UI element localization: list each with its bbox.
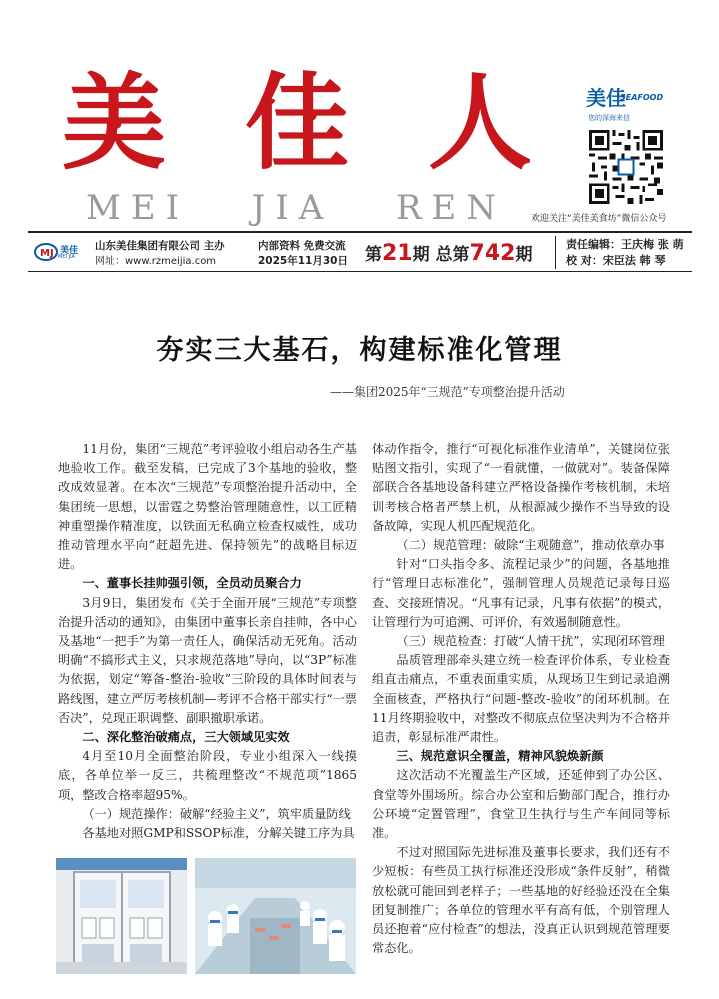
masthead-char-2: 佳 xyxy=(244,61,349,184)
brand-name: 美佳 xyxy=(586,86,626,110)
article-column-2 xyxy=(372,440,670,958)
issue-mid: 期 总第 xyxy=(412,245,470,265)
editors xyxy=(566,237,684,269)
mj-logo-sub: MEI JIA xyxy=(58,254,75,260)
article-column-1 xyxy=(58,440,357,843)
paragraph: 这次活动不光覆盖生产区域，还延伸到了办公区、食堂等外围场所。综合办公室和后勤部门配合，推行办公环境“定置管理”，食堂卫生执行与生产车间同等标准。 xyxy=(372,768,670,841)
brand-en: SEAFOOD xyxy=(620,93,664,102)
article-subheadline: ——集团2025年“三规范”专项整治提升活动 xyxy=(330,385,565,399)
paragraph: 体动作指令，推行“可视化标准作业清单”，关键岗位张贴图文指引，实现了“一看就懂，一做就对”。装备保障部联合各基地设备科建立严格设备操作考核机制，未培训考核合格者严禁上机，从根源减少操作不当导致的设备故障，实现人机匹配规范化。 xyxy=(372,442,670,533)
pinyin-2: JIA xyxy=(251,188,334,228)
mj-logo xyxy=(34,241,86,263)
issue-num: 21 xyxy=(382,241,413,266)
total-num: 742 xyxy=(469,241,516,266)
paragraph: 11月份，集团“三规范”考评验收小组启动各生产基地验收工作。截至发稿，已完成了3个基地的验收，整改成效显著。在本次“三规范”专项整治提升活动中，全集团统一思想，以雷霆之势整治管理随意性，以工匠精神重塑操作精准度，以铁面无私确立检查权威性，成功推动管理水平向“赶超先进、保持领先”的战略目标迈进。 xyxy=(58,442,357,572)
svg-text:MJ: MJ xyxy=(40,248,54,259)
issue-date: 2025年11月30日 xyxy=(258,255,348,267)
publisher: 山东美佳集团有限公司 主办 xyxy=(95,240,225,252)
article-headline: 夯实三大基石，构建标准化管理 xyxy=(156,335,563,366)
proof-line: 校 对：宋臣法 韩 琴 xyxy=(566,254,666,267)
paragraph: 品质管理部牵头建立统一检查评价体系，专业检查组直击痛点，不重表面重实质，从现场卫生到记录追溯全面核查，严格执行“问题-整改-验收”的闭环机制。在11月终期验收中，对整改不彻底点位坚决判为不合格并追责，彰显标准严肃性。 xyxy=(372,653,670,745)
paragraph: 各基地对照GMP和SSOP标准，分解关键工序为具 xyxy=(82,826,355,841)
infobar-divider xyxy=(555,236,556,269)
website: 网址：www.rzmeijia.com xyxy=(95,256,217,267)
qr-caption: 欢迎关注“美佳美食坊”微信公众号 xyxy=(531,214,667,224)
paragraph: 3月9日，集团发布《关于全面开展“三规范”专项整治提升活动的通知》，由集团中董事长亲自挂帅，各中心及基地“一把手”为第一责任人，确保活动无死角。活动明确“不搞形式主义，只求规范落地”导向，以“3P”标准为依据，划定“筹备-整治-验收”三阶段的具体时间表与路线图，建立严厉考核机制—考评不合格干部实行“一票否决”，兑现正职调整、副职撤职承诺。 xyxy=(58,595,357,725)
issue-prefix: 第 xyxy=(365,245,382,265)
masthead-pinyin xyxy=(86,188,506,228)
paragraph: （二）规范管理：破除“主观随意”，推动依章办事 xyxy=(396,538,665,553)
paragraph: 不过对照国际先进标准及董事长要求，我们还有不少短板：有些员工执行标准还没形成“条件反射”，稍微放松就可能回到老样子；一些基地的好经验还没在全集团复制推广；各单位的管理水平有高有低，个别管理人员还抱着“应付检查”的想法，没真正认识到规范管理要常态化。 xyxy=(372,845,670,956)
internal-note: 内部资料 免费交流 xyxy=(258,240,346,252)
editor-line: 责任编辑：王庆梅 张 萌 xyxy=(566,238,684,251)
section-heading: 三、规范意识全覆盖，精神风貌焕新颜 xyxy=(396,749,604,764)
qr-code xyxy=(589,130,663,204)
mj-logo-icon xyxy=(34,241,60,263)
paragraph: 4月至10月全面整治阶段，专业小组深入一线摸底，各单位举一反三，共梳理整改“不规范项”1865项，整改合格率超95%。 xyxy=(58,749,357,802)
section-heading: 一、董事长挂帅强引领，全员动员聚合力 xyxy=(82,576,302,591)
photo-production-line xyxy=(195,858,356,974)
brand-slogan: 您的深海来信 xyxy=(588,114,630,122)
issue-suffix: 期 xyxy=(515,245,533,265)
paragraph: （三）规范检查：打破“人情干扰”，实现闭环管理 xyxy=(396,634,665,649)
paragraph: 针对“口头指令多、流程记录少”的问题，各基地推行“管理日志标准化”，强制管理人员规范记录每日巡查、交接班情况。“凡事有记录，凡事有依据”的模式，让管理行为可追溯、可评价，有效遏制随意性。 xyxy=(372,557,670,629)
pinyin-1: MEI xyxy=(86,188,190,228)
infobar-top-rule xyxy=(28,231,692,233)
paragraph: （一）规范操作：破解“经验主义”，筑牢质量防线 xyxy=(82,806,351,821)
infobar-bottom-rule xyxy=(28,271,692,272)
mj-logo-text: 美佳 xyxy=(60,246,79,256)
photo-storage-cabinet xyxy=(56,858,187,974)
masthead-char-3: 人 xyxy=(427,61,532,184)
issue-number xyxy=(365,240,532,266)
masthead-title xyxy=(62,61,532,184)
pinyin-3: REN xyxy=(395,188,506,228)
masthead-char-1: 美 xyxy=(62,61,167,184)
section-heading: 二、深化整治破痛点，三大领域见实效 xyxy=(82,730,290,745)
